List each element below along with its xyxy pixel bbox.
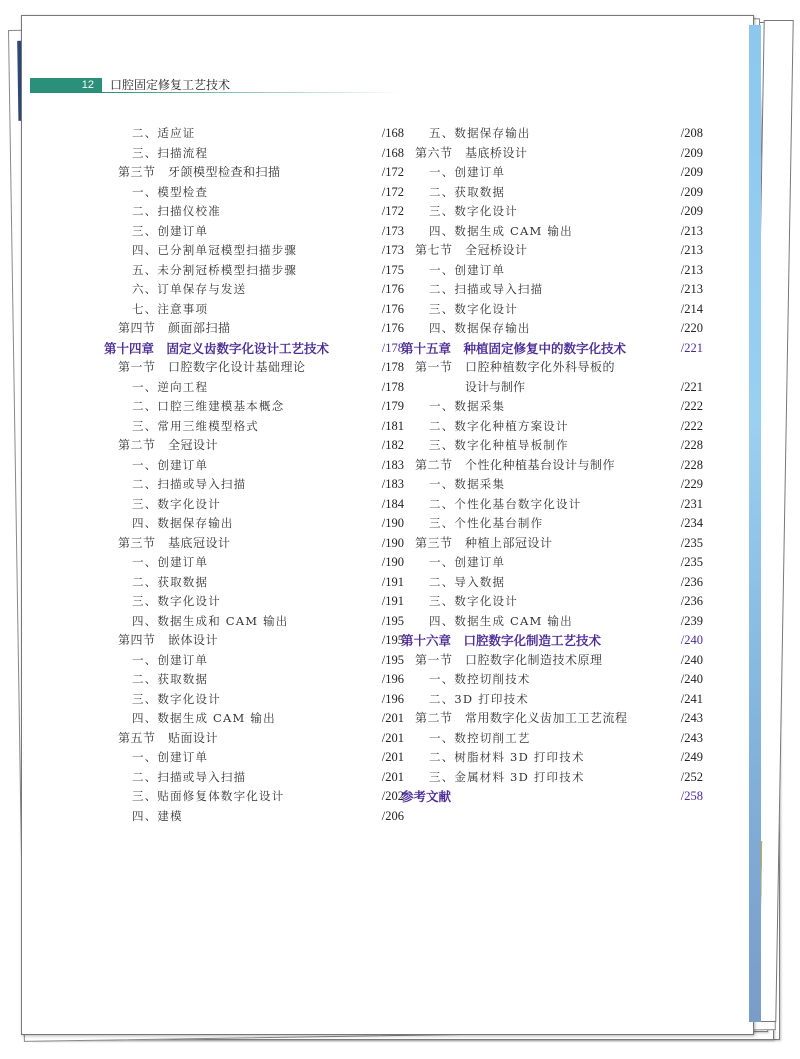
toc-entry-title: 二、树脂材料 3D 打印技术 [429,750,585,764]
toc-entry-page: /240 [680,672,703,686]
toc-entry-section [104,358,404,378]
toc-entry-item [104,456,404,476]
toc-entry-title: 一、数据采集 [429,399,506,413]
toc-entry-title: 三、数字化设计 [429,301,518,316]
toc-entry-title: 一、创建订单 [132,652,209,667]
toc-entry-page: /182 [381,438,404,452]
toc-entry-title: 六、订单保存与发送 [132,282,247,296]
toc-entry-item [104,378,404,398]
toc-entry-title: 五、未分割冠桥模型扫描步骤 [132,262,298,277]
toc-entry-section [104,163,404,183]
toc-entry-page: /239 [680,613,703,628]
toc-entry-title: 第五节 贴面设计 [118,730,219,745]
toc-entry-item [401,163,703,183]
toc-entry-section [104,534,404,554]
toc-entry-title: 三、数字化设计 [132,691,221,706]
toc-entry-page: /252 [680,769,703,784]
toc-entry-title: 三、扫描流程 [132,145,209,160]
toc-entry-page: /195 [381,633,404,647]
toc-entry-item [104,300,404,320]
toc-entry-page: /228 [680,438,703,452]
toc-entry-title: 一、逆向工程 [132,379,209,394]
toc-entry-section [401,358,703,378]
toc-entry-chapter [401,631,703,651]
toc-entry-item [401,690,703,710]
toc-entry-item [401,514,703,534]
toc-entry-title: 第三节 牙颌模型检查和扫描 [118,165,281,179]
toc-entry-page: /195 [381,652,404,667]
toc-entry-item [104,651,404,671]
toc-entry-item [401,397,703,417]
toc-entry-title: 二、扫描或导入扫描 [429,282,544,296]
toc-entry-title: 四、数据保存输出 [429,321,531,335]
toc-entry-page: /196 [381,691,404,706]
toc-entry-item [104,748,404,768]
toc-entry-page: /229 [680,477,703,491]
toc-entry-item [401,612,703,632]
toc-entry-title: 第二节 全冠设计 [118,438,219,452]
toc-entry-page: /172 [381,165,404,179]
toc-entry-page: /181 [381,418,404,433]
toc-entry-item [401,319,703,339]
toc-entry-title: 设计与制作 [465,379,526,394]
toc-entry-chapter [104,339,404,359]
toc-entry-page: /213 [680,282,703,296]
toc-entry-title: 四、数据生成 CAM 输出 [429,613,573,628]
toc-entry-title: 第二节 常用数字化义齿加工工艺流程 [415,711,628,725]
toc-entry-page: /176 [381,321,404,335]
toc-entry-page: /243 [680,711,703,725]
toc-entry-item [104,475,404,495]
toc-entry-item [401,183,703,203]
toc-entry-title: 第十六章 口腔数字化制造工艺技术 [401,633,602,648]
toc-entry-page: /175 [381,262,404,277]
toc-entry-item [104,670,404,690]
toc-entry-item [401,261,703,281]
toc-entry-item [401,300,703,320]
page-number: 12 [30,78,102,93]
toc-entry-title: 一、创建订单 [132,555,209,569]
toc-entry-title: 二、扫描仪校准 [132,204,221,218]
toc-entry-page: /221 [680,340,703,355]
toc-entry-section [104,631,404,651]
toc-entry-title: 三、金属材料 3D 打印技术 [429,769,585,784]
toc-entry-title: 第四节 嵌体设计 [118,633,219,647]
toc-entry-page: /243 [680,730,703,745]
toc-entry-title: 二、获取数据 [132,672,209,686]
toc-entry-section [401,241,703,261]
toc-entry-title: 四、数据保存输出 [132,516,234,530]
toc-entry-title: 一、模型检查 [132,184,209,199]
toc-entry-title: 第十四章 固定义齿数字化设计工艺技术 [104,340,330,356]
toc-entry-page: /236 [680,574,703,589]
toc-entry-title: 一、创建订单 [429,555,506,569]
toc-entry-page: /258 [680,789,703,803]
toc-entry-page: /209 [680,165,703,179]
toc-entry-title: 第一节 口腔种植数字化外科导板的 [415,360,616,374]
toc-entry-title: 四、数据生成 CAM 输出 [132,711,276,725]
toc-entry-title: 四、已分割单冠模型扫描步骤 [132,243,298,257]
toc-entry-page: /213 [680,262,703,277]
toc-entry-page: /202 [381,789,404,803]
toc-entry-page: /209 [680,204,703,218]
toc-entry-chapter [401,787,703,807]
header-rule [102,92,402,93]
toc-entry-page: /213 [680,223,703,238]
toc-entry-page: /191 [381,594,404,608]
toc-entry-item [401,124,703,144]
toc-entry-title: 四、建模 [132,808,183,823]
toc-entry-page: /196 [381,672,404,686]
toc-entry-page: /179 [381,399,404,413]
toc-entry-item [104,397,404,417]
toc-entry-title: 第三节 种植上部冠设计 [415,535,553,550]
toc-entry-title: 第四节 颜面部扫描 [118,321,231,335]
toc-entry-section [104,319,404,339]
toc-entry-page: /222 [680,399,703,413]
running-header [30,78,230,93]
toc-entry-title: 一、数控切削工艺 [429,730,531,745]
toc-entry-page: /176 [381,301,404,316]
toc-entry-item [401,222,703,242]
toc-entry-title: 第三节 基底冠设计 [118,535,231,550]
toc-entry-page: /172 [381,184,404,199]
toc-entry-title: 五、数据保存输出 [429,126,531,140]
toc-entry-title: 三、数字化种植导板制作 [429,438,569,452]
toc-entry-item [401,436,703,456]
toc-entry-page: /206 [381,808,404,823]
toc-entry-title: 参考文献 [401,789,452,804]
toc-entry-section [401,534,703,554]
toc-entry-title: 三、数字化设计 [429,204,518,218]
toc-entry-item [104,612,404,632]
toc-entry-item [104,690,404,710]
toc-entry-title: 四、数据生成 CAM 输出 [429,223,573,238]
toc-entry-title: 一、创建订单 [132,457,209,472]
toc-entry-title: 三、个性化基台制作 [429,516,544,530]
toc-entry-page: /222 [680,418,703,433]
toc-entry-title: 三、数字化设计 [429,594,518,608]
toc-entry-page: /235 [680,535,703,550]
toc-entry-title: 一、创建订单 [429,262,506,277]
toc-entry-page: /213 [680,243,703,257]
toc-entry-page: /178 [381,379,404,394]
toc-entry-page: /173 [381,223,404,238]
toc-entry-page: /228 [680,457,703,472]
toc-entry-page: /178 [381,340,404,355]
toc-entry-title: 第七节 全冠桥设计 [415,243,528,257]
toc-entry-page: /191 [381,574,404,589]
toc-entry-item [104,222,404,242]
toc-entry-cont [401,378,703,398]
toc-entry-item [401,495,703,515]
toc-entry-item [401,280,703,300]
toc-entry-chapter [401,339,703,359]
toc-entry-item [104,807,404,827]
toc-entry-item [104,241,404,261]
toc-entry-item [104,124,404,144]
toc-entry-page: /208 [680,126,703,140]
toc-entry-title: 第六节 基底桥设计 [415,145,528,160]
toc-entry-title: 二、扫描或导入扫描 [132,477,247,491]
toc-entry-page: /249 [680,750,703,764]
toc-entry-section [401,709,703,729]
toc-entry-page: /240 [680,652,703,667]
toc-entry-page: /221 [680,379,703,394]
toc-entry-item [104,202,404,222]
toc-entry-page: /173 [381,243,404,257]
toc-entry-title: 四、数据生成和 CAM 输出 [132,613,289,628]
toc-entry-item [104,514,404,534]
toc-entry-page: /190 [381,516,404,530]
toc-entry-page: /195 [381,613,404,628]
toc-left-column [104,124,404,826]
toc-entry-page: /176 [381,282,404,296]
toc-entry-title: 三、常用三维模型格式 [132,418,259,433]
toc-entry-page: /209 [680,184,703,199]
toc-entry-page: /220 [680,321,703,335]
toc-entry-item [104,592,404,612]
toc-entry-title: 二、数字化种植方案设计 [429,418,569,433]
toc-entry-title: 二、个性化基台数字化设计 [429,496,582,511]
toc-entry-page: /190 [381,555,404,569]
toc-entry-title: 二、3D 打印技术 [429,691,529,706]
toc-entry-item [104,709,404,729]
toc-entry-page: /201 [381,730,404,745]
toc-entry-page: /168 [381,126,404,140]
toc-entry-section [401,144,703,164]
toc-entry-title: 三、数字化设计 [132,594,221,608]
toc-entry-item [401,748,703,768]
toc-entry-title: 一、数控切削技术 [429,672,531,686]
toc-entry-page: /178 [381,360,404,374]
toc-entry-item [104,787,404,807]
toc-entry-title: 二、导入数据 [429,574,506,589]
toc-entry-title: 三、贴面修复体数字化设计 [132,789,285,803]
toc-entry-page: /241 [680,691,703,706]
toc-entry-item [401,573,703,593]
book-title: 口腔固定修复工艺技术 [110,78,231,92]
toc-entry-title: 一、创建订单 [429,165,506,179]
toc-entry-title: 二、适应证 [132,126,196,140]
toc-entry-title: 一、数据采集 [429,477,506,491]
toc-entry-item [401,592,703,612]
toc-entry-title: 第十五章 种植固定修复中的数字化技术 [401,340,627,356]
toc-entry-page: /183 [381,457,404,472]
toc-entry-item [104,280,404,300]
toc-entry-item [104,183,404,203]
toc-entry-section [401,456,703,476]
toc-entry-title: 二、扫描或导入扫描 [132,769,247,784]
toc-entry-title: 三、创建订单 [132,223,209,238]
toc-entry-title: 一、创建订单 [132,750,209,764]
toc-entry-title: 三、数字化设计 [132,496,221,511]
toc-entry-page: /190 [381,535,404,550]
toc-entry-item [401,202,703,222]
toc-entry-page: /201 [381,769,404,784]
toc-entry-page: /184 [381,496,404,511]
toc-entry-item [104,417,404,437]
toc-entry-item [104,553,404,573]
document-page [21,15,754,1035]
toc-entry-item [401,670,703,690]
toc-entry-page: /234 [680,516,703,530]
toc-entry-item [401,417,703,437]
toc-entry-page: /172 [381,204,404,218]
toc-entry-section [401,651,703,671]
toc-entry-item [104,573,404,593]
side-color-strip [749,25,761,1022]
toc-entry-page: /236 [680,594,703,608]
toc-entry-item [401,768,703,788]
toc-entry-title: 二、获取数据 [429,184,506,199]
toc-entry-title: 二、口腔三维建模基本概念 [132,399,285,413]
toc-entry-title: 第二节 个性化种植基台设计与制作 [415,457,616,472]
toc-entry-title: 二、获取数据 [132,574,209,589]
toc-entry-page: /201 [381,711,404,725]
toc-entry-item [104,261,404,281]
toc-entry-title: 第一节 口腔数字化设计基础理论 [118,360,306,374]
toc-entry-page: /240 [680,633,703,647]
toc-entry-item [401,553,703,573]
toc-entry-item [401,475,703,495]
toc-entry-item [401,729,703,749]
toc-entry-title: 第一节 口腔数字化制造技术原理 [415,652,603,667]
toc-entry-item [104,768,404,788]
toc-entry-page: /183 [381,477,404,491]
toc-entry-item [104,144,404,164]
toc-entry-page: /168 [381,145,404,160]
toc-entry-page: /231 [680,496,703,511]
toc-entry-page: /201 [381,750,404,764]
toc-entry-page: /214 [680,301,703,316]
toc-entry-item [104,495,404,515]
toc-entry-page: /235 [680,555,703,569]
toc-entry-section [104,729,404,749]
toc-right-column [401,124,703,807]
toc-entry-section [104,436,404,456]
toc-entry-page: /209 [680,145,703,160]
toc-entry-title: 七、注意事项 [132,301,209,316]
